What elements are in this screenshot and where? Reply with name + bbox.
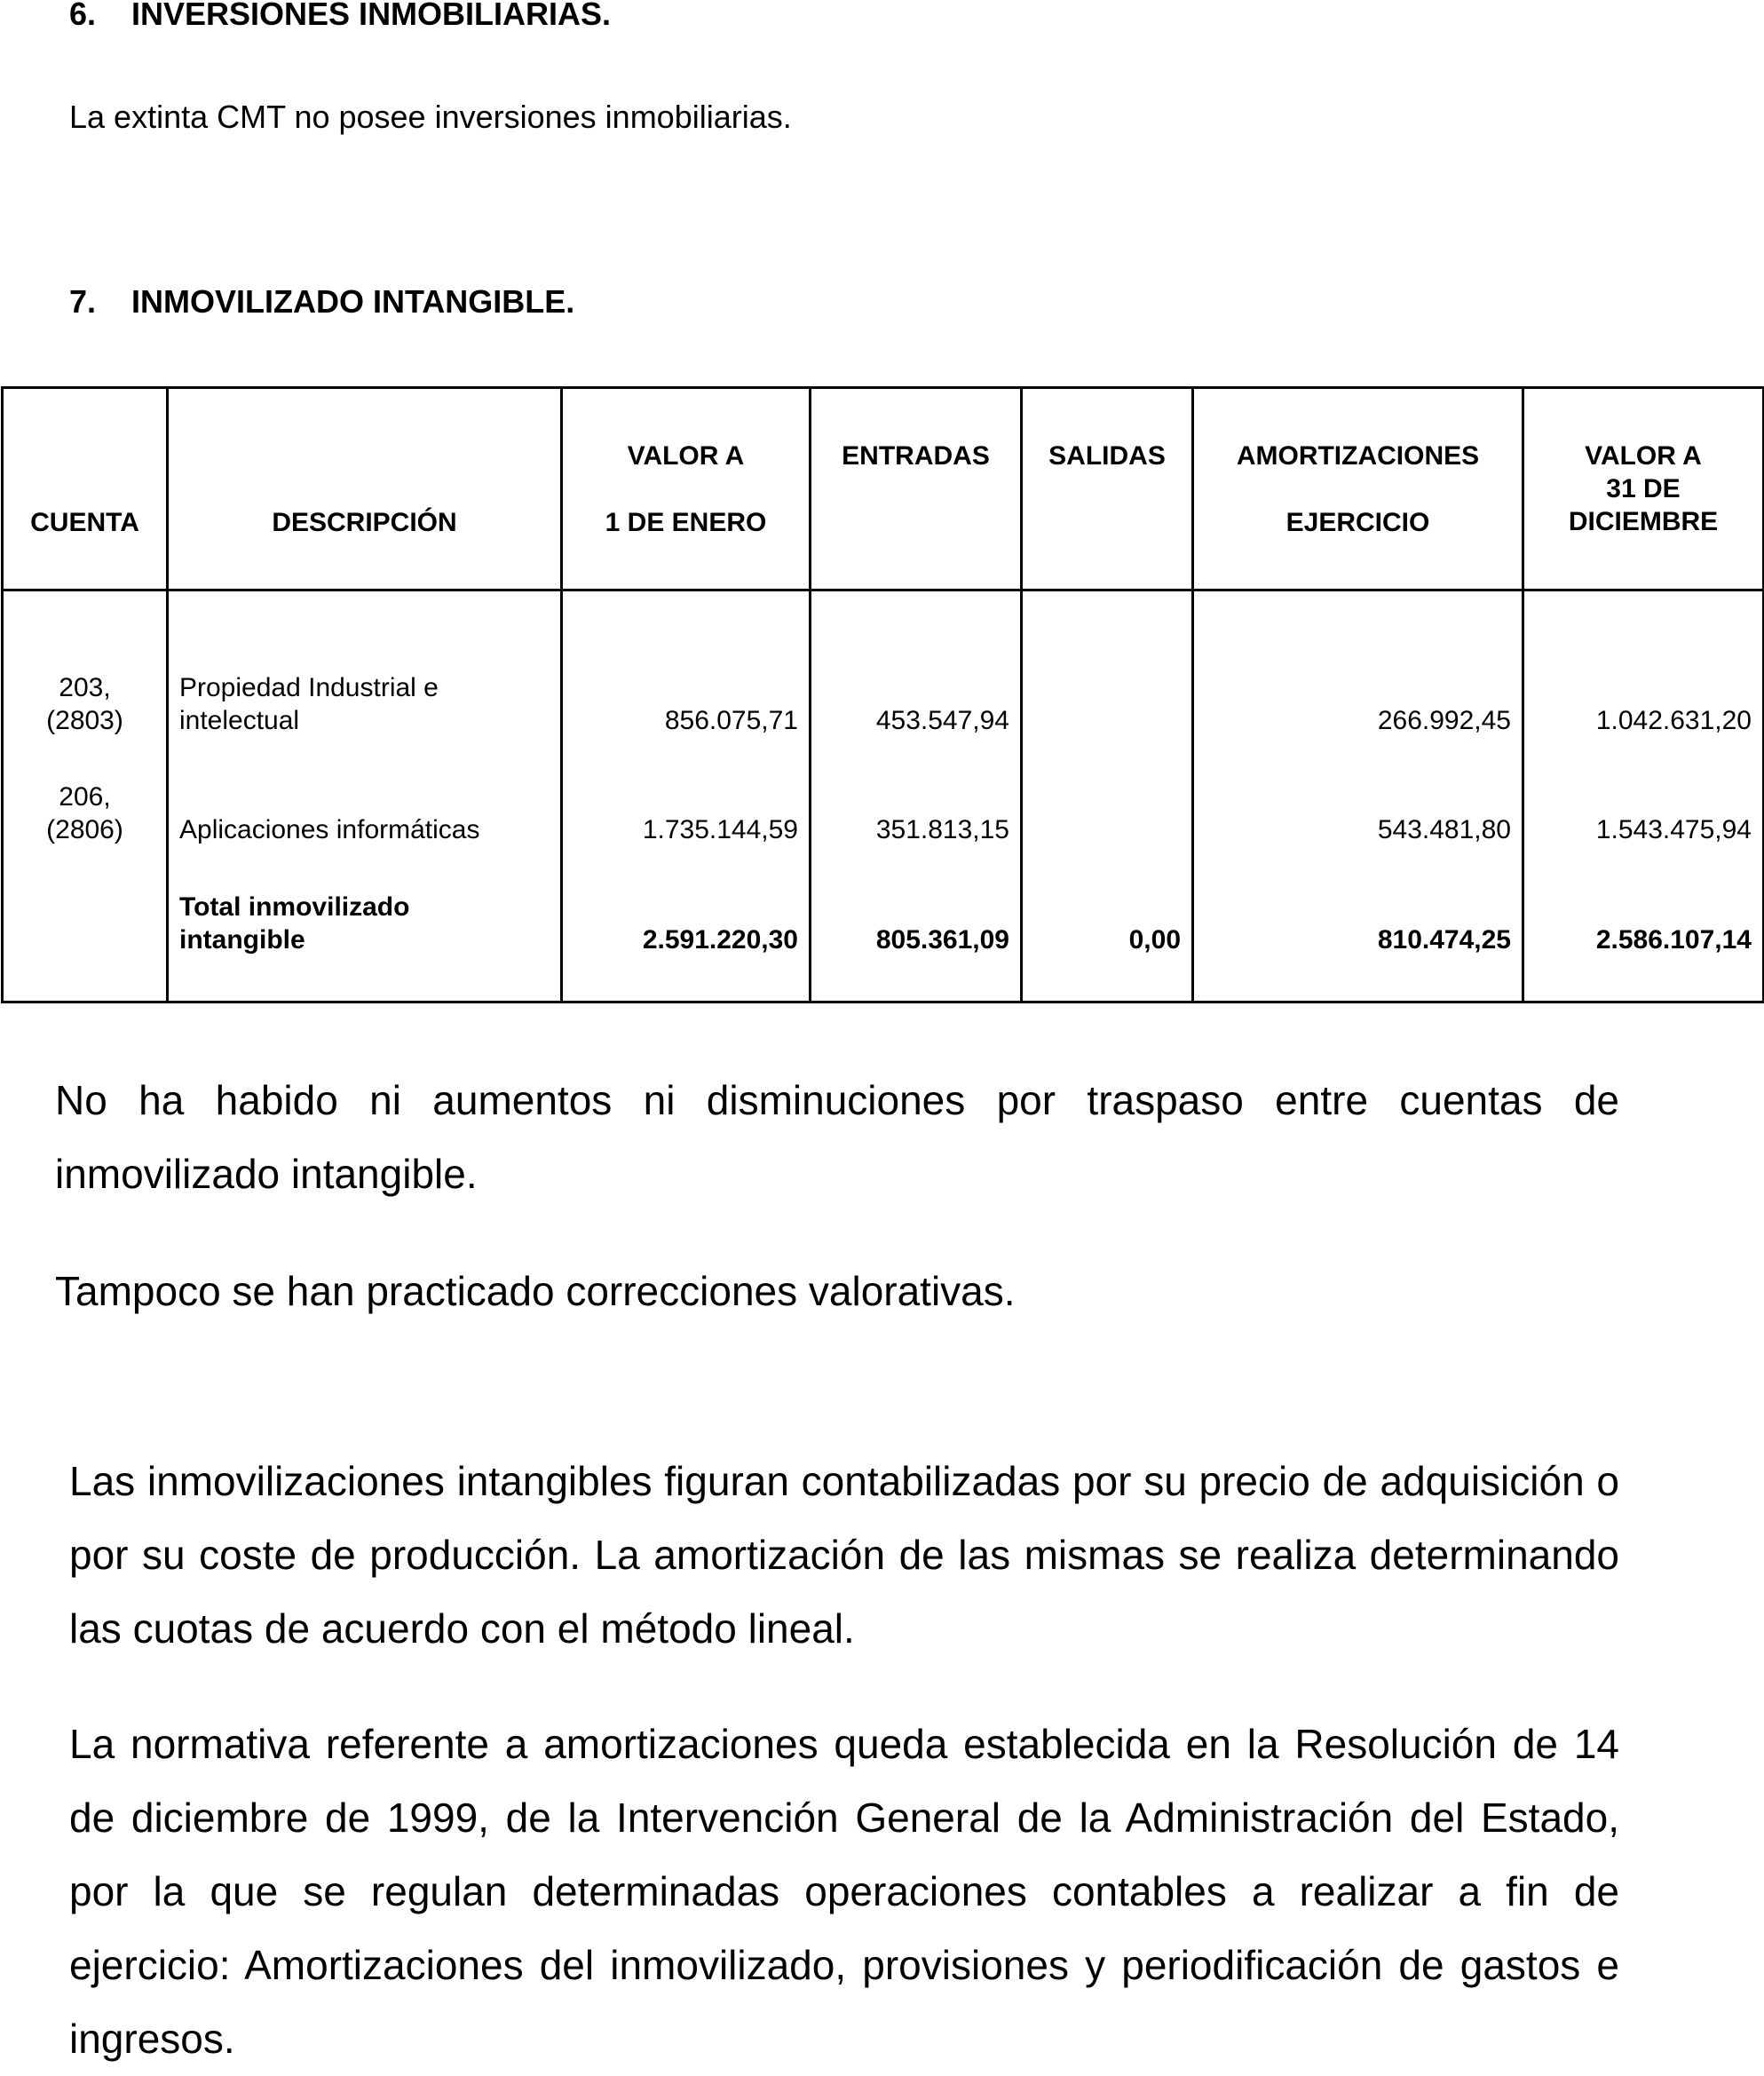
cell-cuenta: 206, (2806) [3,737,168,846]
table-total-row [3,846,1764,1002]
header-descripcion: DESCRIPCIÓN [168,388,562,590]
paragraph-valoracion: Las inmovilizaciones intangibles figuran contabilizadas por su precio de adquisición o por su coste de producción. La amortización de las mismas se realiza determinando las cuotas de acuerdo con el método lineal. [69,1458,1619,1652]
cell-amortizaciones: 266.992,45 [1193,590,1523,738]
cell-valor-fin: 2.586.107,14 [1523,846,1764,1002]
table-header-row [3,388,1764,590]
section-7-heading [69,284,574,320]
header-valor-inicio: VALOR A 1 DE ENERO [562,388,811,590]
header-valor-fin: VALOR A 31 DE DICIEMBRE [1523,388,1764,590]
cell-descripcion: Total inmovilizado intangible [168,846,562,1002]
cell-valor-fin: 1.543.475,94 [1523,737,1764,846]
section-6-title: INVERSIONES INMOBILIARIAS. [131,0,612,32]
paragraph-normativa: La normativa referente a amortizaciones queda establecida en la Resolución de 14 de diciembre de 1999, de la Intervención General de la Administración del Estado, por la que se regulan determinadas operaciones contables a realizar a fin de ejercicio: Amortizaciones del inmovilizado, provisiones y periodificación de gastos e ingresos. [69,1721,1619,2062]
paragraph-traspasos: No ha habido ni aumentos ni disminuciones por traspaso entre cuentas de inmovilizado intangible. [55,1077,1619,1197]
cell-descripcion: Aplicaciones informáticas [168,737,562,846]
cell-valor-inicio: 1.735.144,59 [562,737,811,846]
cell-valor-inicio: 2.591.220,30 [562,846,811,1002]
cell-valor-fin: 1.042.631,20 [1523,590,1764,738]
cell-amortizaciones: 543.481,80 [1193,737,1523,846]
paragraph-correcciones: Tampoco se han practicado correcciones valorativas. [55,1268,1016,1314]
cell-amortizaciones: 810.474,25 [1193,846,1523,1002]
cell-salidas [1022,737,1193,846]
cell-descripcion: Propiedad Industrial e intelectual [168,590,562,738]
table-row [3,737,1764,846]
cell-cuenta: 203, (2803) [3,590,168,738]
intangible-assets-table [1,386,1764,1003]
section-7-number: 7. [69,283,97,320]
header-salidas: SALIDAS [1022,388,1193,590]
table-row [3,590,1764,738]
cell-salidas: 0,00 [1022,846,1193,1002]
header-amortizaciones: AMORTIZACIONES EJERCICIO [1193,388,1523,590]
cell-entradas: 805.361,09 [811,846,1022,1002]
section-6-heading [69,0,611,32]
header-entradas: ENTRADAS [811,388,1022,590]
section-7-title: INMOVILIZADO INTANGIBLE. [131,283,575,320]
section-6-text: La extinta CMT no posee inversiones inmobiliarias. [69,99,792,135]
cell-valor-inicio: 856.075,71 [562,590,811,738]
cell-entradas: 351.813,15 [811,737,1022,846]
header-cuenta: CUENTA [3,388,168,590]
cell-entradas: 453.547,94 [811,590,1022,738]
cell-cuenta [3,846,168,1002]
cell-salidas [1022,590,1193,738]
section-6-number: 6. [69,0,97,32]
